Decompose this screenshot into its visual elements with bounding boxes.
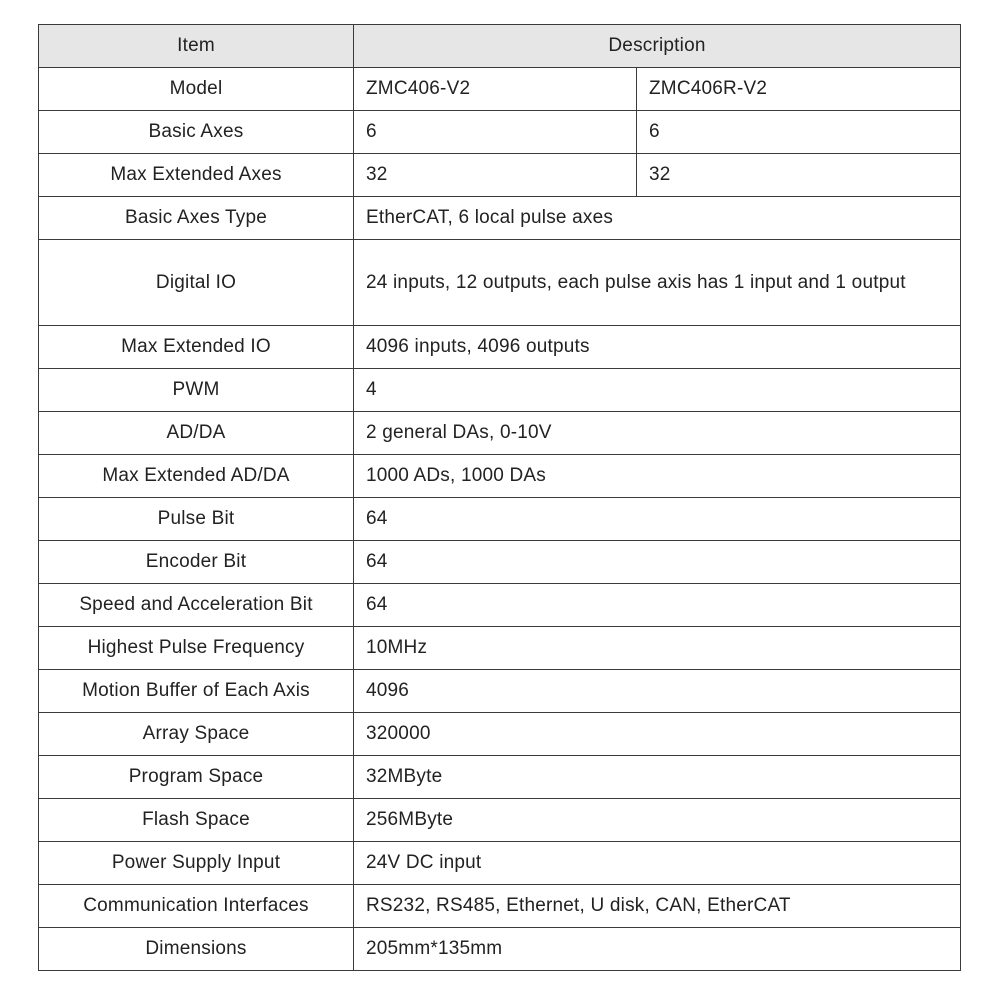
row-value: 24V DC input <box>354 842 961 885</box>
row-value: 64 <box>354 498 961 541</box>
table-row <box>39 541 961 584</box>
row-label: Model <box>39 68 354 111</box>
row-label: Dimensions <box>39 928 354 971</box>
table-row <box>39 928 961 971</box>
table-row <box>39 842 961 885</box>
table-row <box>39 326 961 369</box>
table-row-max-extended-axes <box>39 154 961 197</box>
row-value: EtherCAT, 6 local pulse axes <box>354 197 961 240</box>
header-item: Item <box>39 25 354 68</box>
row-label: Pulse Bit <box>39 498 354 541</box>
row-label: AD/DA <box>39 412 354 455</box>
table-row <box>39 197 961 240</box>
row-value: 320000 <box>354 713 961 756</box>
table-row <box>39 885 961 928</box>
row-label: Max Extended AD/DA <box>39 455 354 498</box>
row-label: Basic Axes <box>39 111 354 154</box>
row-label: Communication Interfaces <box>39 885 354 928</box>
row-value: 64 <box>354 584 961 627</box>
table-row <box>39 498 961 541</box>
table-row <box>39 369 961 412</box>
table-row <box>39 756 961 799</box>
row-label: Flash Space <box>39 799 354 842</box>
table-row <box>39 412 961 455</box>
row-value: 2 general DAs, 0-10V <box>354 412 961 455</box>
row-label: Max Extended Axes <box>39 154 354 197</box>
row-value-model-2: ZMC406R-V2 <box>637 68 961 111</box>
row-value: 1000 ADs, 1000 DAs <box>354 455 961 498</box>
row-value-basic-axes-1: 6 <box>354 111 637 154</box>
row-label: PWM <box>39 369 354 412</box>
row-label: Highest Pulse Frequency <box>39 627 354 670</box>
row-value-max-ext-axes-2: 32 <box>637 154 961 197</box>
table-row <box>39 713 961 756</box>
table-row <box>39 584 961 627</box>
row-value-model-1: ZMC406-V2 <box>354 68 637 111</box>
row-value: RS232, RS485, Ethernet, U disk, CAN, EtherCAT <box>354 885 961 928</box>
table-row-basic-axes <box>39 111 961 154</box>
row-label: Program Space <box>39 756 354 799</box>
row-value: 64 <box>354 541 961 584</box>
row-value: 24 inputs, 12 outputs, each pulse axis has 1 input and 1 output <box>354 240 961 326</box>
row-value: 4 <box>354 369 961 412</box>
table-row <box>39 670 961 713</box>
row-value: 205mm*135mm <box>354 928 961 971</box>
row-label: Basic Axes Type <box>39 197 354 240</box>
row-value-basic-axes-2: 6 <box>637 111 961 154</box>
row-value: 256MByte <box>354 799 961 842</box>
row-label: Digital IO <box>39 240 354 326</box>
row-label: Array Space <box>39 713 354 756</box>
header-description: Description <box>354 25 961 68</box>
row-label: Encoder Bit <box>39 541 354 584</box>
row-value: 10MHz <box>354 627 961 670</box>
row-value: 4096 <box>354 670 961 713</box>
row-value-max-ext-axes-1: 32 <box>354 154 637 197</box>
row-label: Max Extended IO <box>39 326 354 369</box>
row-value: 4096 inputs, 4096 outputs <box>354 326 961 369</box>
row-label: Power Supply Input <box>39 842 354 885</box>
row-label: Motion Buffer of Each Axis <box>39 670 354 713</box>
table-row <box>39 240 961 326</box>
row-value: 32MByte <box>354 756 961 799</box>
table-row <box>39 455 961 498</box>
spec-table <box>38 24 961 971</box>
table-row <box>39 799 961 842</box>
table-header-row <box>39 25 961 68</box>
table-row <box>39 627 961 670</box>
row-label: Speed and Acceleration Bit <box>39 584 354 627</box>
table-row-model <box>39 68 961 111</box>
